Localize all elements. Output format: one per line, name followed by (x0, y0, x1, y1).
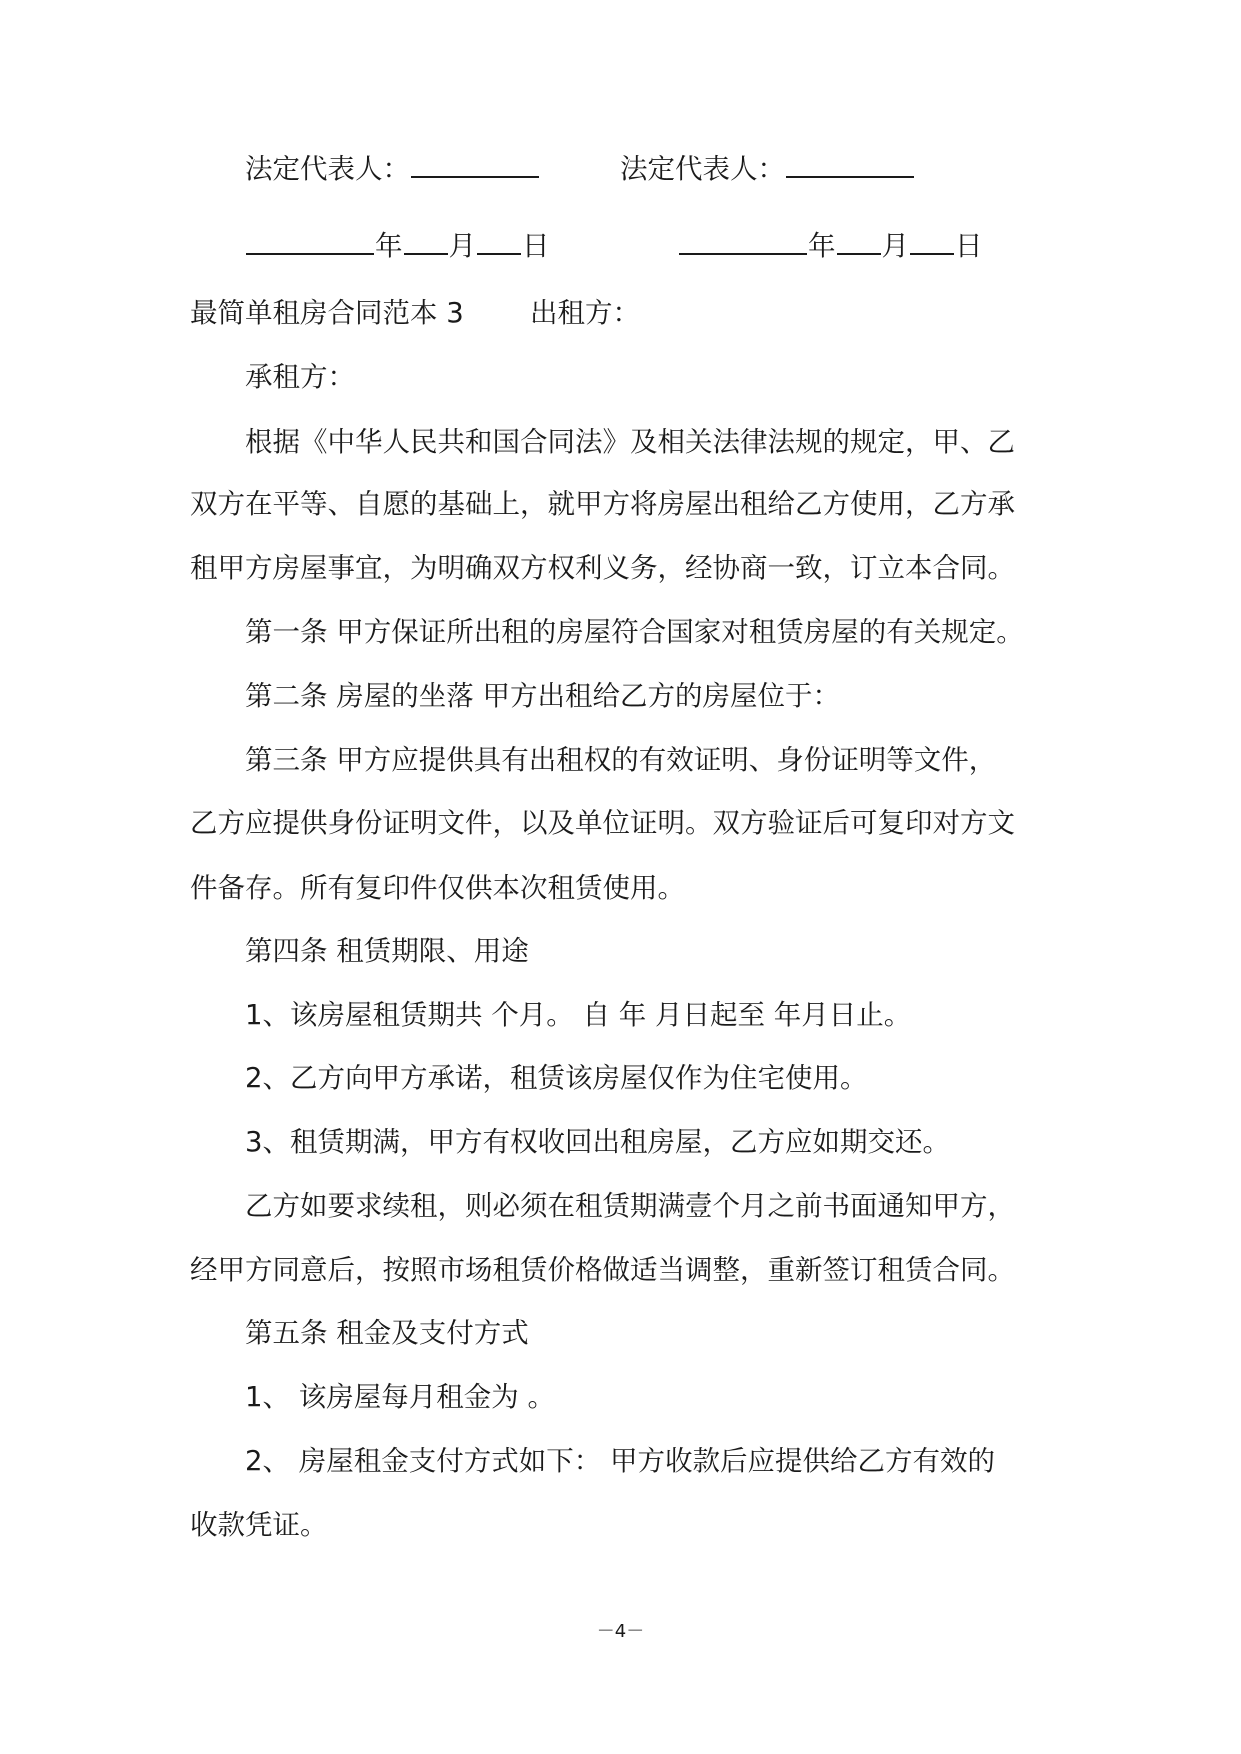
right-representative-blank (786, 148, 914, 178)
day-label: 日 (955, 230, 983, 262)
article-5: 第五条 租金及支付方式 (245, 1317, 529, 1349)
year-label: 年 (375, 230, 403, 262)
month-label: 月 (448, 230, 476, 262)
clause-5-2: 2、 房屋租金支付方式如下： 甲方收款后应提供给乙方有效的 (245, 1445, 995, 1477)
text-line: 租甲方房屋事宜，为明确双方权利义务，经协商一致，订立本合同。 (190, 552, 1015, 584)
text-line: 件备存。所有复印件仅供本次租赁使用。 (190, 872, 685, 904)
text-line: 收款凭证。 (190, 1509, 328, 1541)
day-label: 日 (522, 230, 550, 262)
text-line: 乙方应提供身份证明文件，以及单位证明。双方验证后可复印对方文 (190, 807, 1015, 839)
month-blank (404, 225, 448, 255)
year-blank (679, 225, 807, 255)
text-line: 经甲方同意后，按照市场租赁价格做适当调整，重新签订租赁合同。 (190, 1254, 1015, 1286)
lessor-label: 出租方： (530, 297, 640, 329)
left-representative-label: 法定代表人： (245, 153, 410, 185)
date-row-right (678, 225, 1241, 266)
text-line: 根据《中华人民共和国合同法》及相关法律法规的规定，甲、乙 (245, 426, 1015, 458)
page-number: －4－ (596, 1621, 645, 1642)
month-label: 月 (881, 230, 909, 262)
text-line: 双方在平等、自愿的基础上，就甲方将房屋出租给乙方使用，乙方承 (190, 488, 1015, 520)
article-3: 第三条 甲方应提供具有出租权的有效证明、身份证明等文件， (245, 744, 997, 776)
article-4: 第四条 租赁期限、用途 (245, 935, 529, 967)
section-title: 最简单租房合同范本 3 (190, 297, 464, 329)
clause-5-1: 1、 该房屋每月租金为 。 (245, 1381, 555, 1413)
year-blank (246, 225, 374, 255)
day-blank (910, 225, 954, 255)
year-label: 年 (808, 230, 836, 262)
signature-row-right (620, 148, 1241, 189)
article-2: 第二条 房屋的坐落 甲方出租给乙方的房屋位于： (245, 680, 840, 712)
right-representative-label: 法定代表人： (620, 153, 785, 185)
left-representative-blank (411, 148, 539, 178)
day-blank (477, 225, 521, 255)
clause-4-1: 1、该房屋租赁期共 个月。 自 年 月日起至 年月日止。 (245, 999, 912, 1031)
lessee-label: 承租方： (245, 361, 355, 393)
text-line: 乙方如要求续租，则必须在租赁期满壹个月之前书面通知甲方， (245, 1190, 1015, 1222)
article-1: 第一条 甲方保证所出租的房屋符合国家对租赁房屋的有关规定。 (245, 616, 1024, 648)
clause-4-2: 2、乙方向甲方承诺，租赁该房屋仅作为住宅使用。 (245, 1062, 868, 1094)
month-blank (837, 225, 881, 255)
clause-4-3: 3、租赁期满，甲方有权收回出租房屋，乙方应如期交还。 (245, 1126, 950, 1158)
